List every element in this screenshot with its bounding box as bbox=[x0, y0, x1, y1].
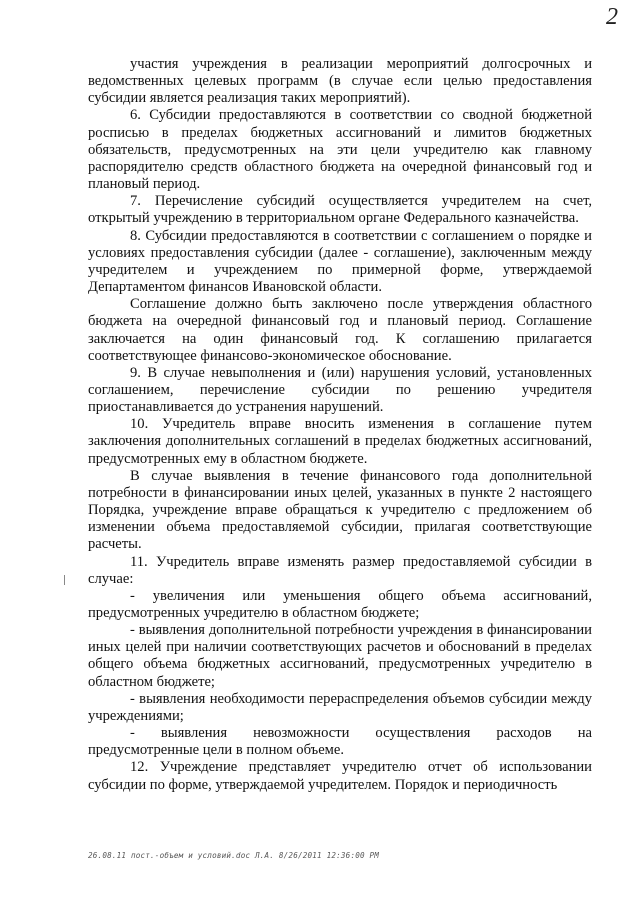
paragraph-agreement: Соглашение должно быть заключено после утверждения областного бюджета на очередной финансовый год и плановый период. Соглашение заключается на один финансовый год. К соглашению прилагается соответствующее финансово-экономическое обоснование. bbox=[88, 296, 592, 364]
paragraph-continuation: участия учреждения в реализации мероприятий долгосрочных и ведомственных целевых программ (в случае если целью предоставления субсидии является реализация таких мероприятий). bbox=[88, 56, 592, 107]
list-item: - выявления невозможности осуществления расходов на предусмотренные цели в полном объеме. bbox=[88, 725, 592, 759]
paragraph-item-9: 9. В случае невыполнения и (или) нарушения условий, установленных соглашением, перечисление субсидии по решению учредителя приостанавливается до устранения нарушений. bbox=[88, 364, 592, 416]
paragraph-item-6: 6. Субсидии предоставляются в соответствии со сводной бюджетной росписью в пределах бюджетных ассигнований и лимитов бюджетных обязательств, предусмотренных на эти цели учредителю как главному распорядителю средств областного бюджета на очередной финансовый год и плановый период. bbox=[88, 107, 592, 193]
paragraph-item-11: 11. Учредитель вправе изменять размер предоставляемой субсидии в случае: bbox=[88, 553, 592, 587]
paragraph-item-10: 10. Учредитель вправе вносить изменения в соглашение путем заключения дополнительных соглашений в пределах бюджетных ассигнований, предусмотренных ему в областном бюджете. bbox=[88, 416, 592, 467]
list-item: - выявления дополнительной потребности учреждения в финансировании иных целей при наличии соответствующих расчетов и обоснований в пределах общего объема бюджетных ассигнований, предусмотренных учредителю в областном бюджете; bbox=[88, 622, 592, 690]
paragraph-item-7: 7. Перечисление субсидий осуществляется учредителем на счет, открытый учреждению в территориальном органе Федерального казначейства. bbox=[88, 193, 592, 227]
paragraph-additional-need: В случае выявления в течение финансового года дополнительной потребности в финансировании иных целей, указанных в пункте 2 настоящего Порядка, учреждение вправе обращаться к учредителю с предложением об изменении объема предоставляемой субсидии, прилагая соответствующие расчеты. bbox=[88, 467, 592, 553]
page-number: 2 bbox=[606, 4, 618, 30]
paragraph-item-12: 12. Учреждение представляет учредителю отчет об использовании субсидии по форме, утверждаемой учредителем. Порядок и периодичность bbox=[88, 759, 592, 793]
document-footer: 26.08.11 пост.-объем и условий.doc Л.А. 8/26/2011 12:36:00 PM bbox=[88, 851, 380, 860]
document-body bbox=[88, 56, 592, 794]
list-item: - увеличения или уменьшения общего объема ассигнований, предусмотренных учредителю в областном бюджете; bbox=[88, 587, 592, 621]
list-item: - выявления необходимости перераспределения объемов субсидии между учреждениями; bbox=[88, 690, 592, 724]
margin-mark bbox=[64, 575, 65, 585]
paragraph-item-8: 8. Субсидии предоставляются в соответствии с соглашением о порядке и условиях предоставления субсидии (далее - соглашение), заключенным между учредителем и учреждением по примерной форме, утверждаемой Департаментом финансов Ивановской области. bbox=[88, 227, 592, 296]
